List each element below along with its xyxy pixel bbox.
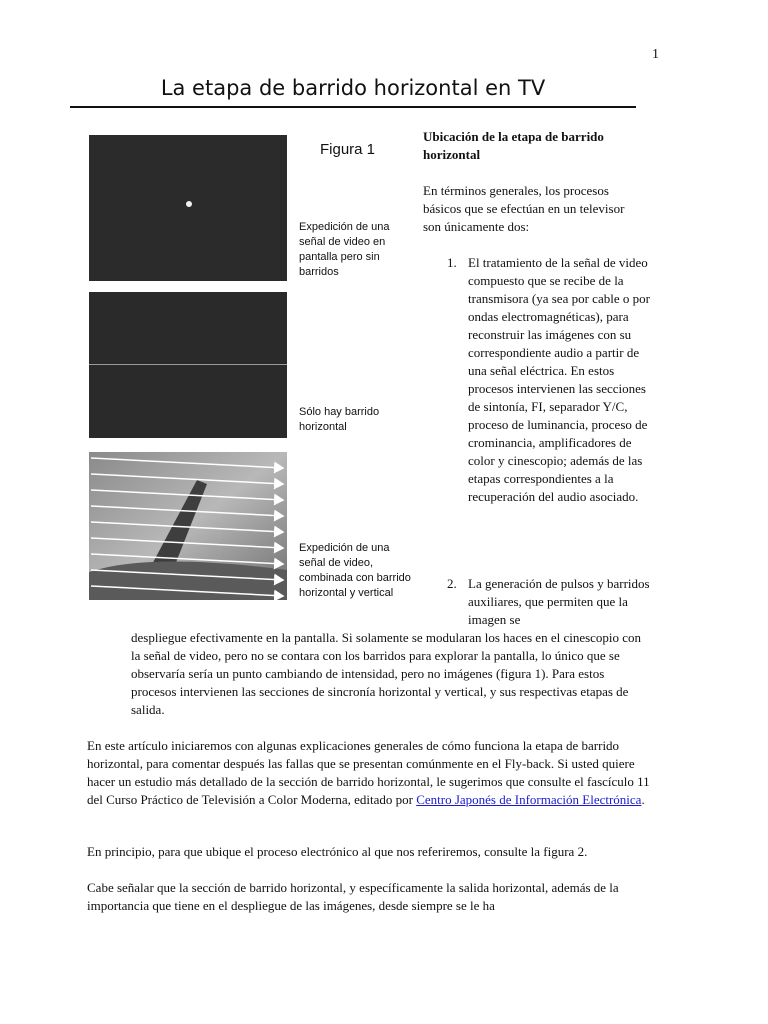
figure-label: Figura 1 bbox=[320, 141, 376, 158]
list-item-continuation: despliegue efectivamente en la pantalla. Si solamente se modularan los haces en el cinescopio con la señal de video, pero no se contara con los barridos para explorar la pantalla, lo único que se observaría sería un punto cambiando de intensidad, pero no imágenes (figura 1). Para estos procesos intervienen las secciones de sincronía horizontal y vertical, y sus respectivas etapas de salida. bbox=[131, 630, 642, 717]
figure-panel-full-scan bbox=[89, 452, 287, 600]
figure-caption: Sólo hay barrido horizontal bbox=[299, 406, 380, 433]
figure-caption: Expedición de una señal de video en pantalla pero sin barridos bbox=[299, 221, 390, 278]
section-heading: Ubicación de la etapa de barrido horizontal bbox=[423, 129, 604, 162]
page-number: 1 bbox=[652, 47, 659, 62]
scanned-image bbox=[89, 452, 287, 600]
paragraph-text: . bbox=[641, 792, 645, 807]
scan-line bbox=[89, 364, 287, 365]
body-paragraph bbox=[87, 737, 653, 809]
list-number: 2. bbox=[447, 576, 457, 591]
figure-panel-horizontal-scan bbox=[89, 292, 287, 438]
title-rule bbox=[70, 106, 636, 108]
intro-paragraph: En términos generales, los procesos básicos que se efectúan en un televisor son únicamente dos: bbox=[423, 183, 625, 234]
figure-caption: Expedición de una señal de video, combinada con barrido horizontal y vertical bbox=[299, 542, 411, 599]
list-item: La generación de pulsos y barridos auxiliares, que permiten que la imagen se bbox=[468, 576, 650, 627]
figure-panel-dot bbox=[89, 135, 287, 281]
paragraph-text: En este artículo iniciaremos con algunas explicaciones generales de cómo funciona la etapa de barrido horizontal, para comentar después las fallas que se presentan comúnmente en el Fly-back. Si usted quiere hacer un estudio más detallado de la sección de barrido horizontal, le sugerimos que consulte el fascículo 11 del Curso Práctico de Televisión a Color Moderna, editado por bbox=[87, 738, 650, 807]
body-paragraph: En principio, para que ubique el proceso electrónico al que nos referiremos, consulte la figura 2. bbox=[87, 844, 588, 859]
list-number: 1. bbox=[447, 255, 457, 270]
list-item: El tratamiento de la señal de video compuesto que se recibe de la transmisora (ya sea por cable o por ondas electromagnéticas), para reconstruir las imágenes con su correspondiente audio a partir de una señal eléctrica. En estos procesos intervienen las secciones de sintonía, FI, separador Y/C, proceso de luminancia, proceso de crominancia, amplificadores de color y cinescopio; además de las etapas correspondientes a la recuperación del audio asociado. bbox=[468, 255, 650, 504]
body-paragraph: Cabe señalar que la sección de barrido horizontal, y específicamente la salida horizontal, además de la importancia que tiene en el despliegue de las imágenes, desde siempre se le ha bbox=[87, 880, 619, 913]
screen-dot bbox=[186, 201, 192, 207]
document-title: La etapa de barrido horizontal en TV bbox=[160, 76, 546, 100]
cjie-link[interactable]: Centro Japonés de Información Electrónica bbox=[416, 792, 642, 807]
